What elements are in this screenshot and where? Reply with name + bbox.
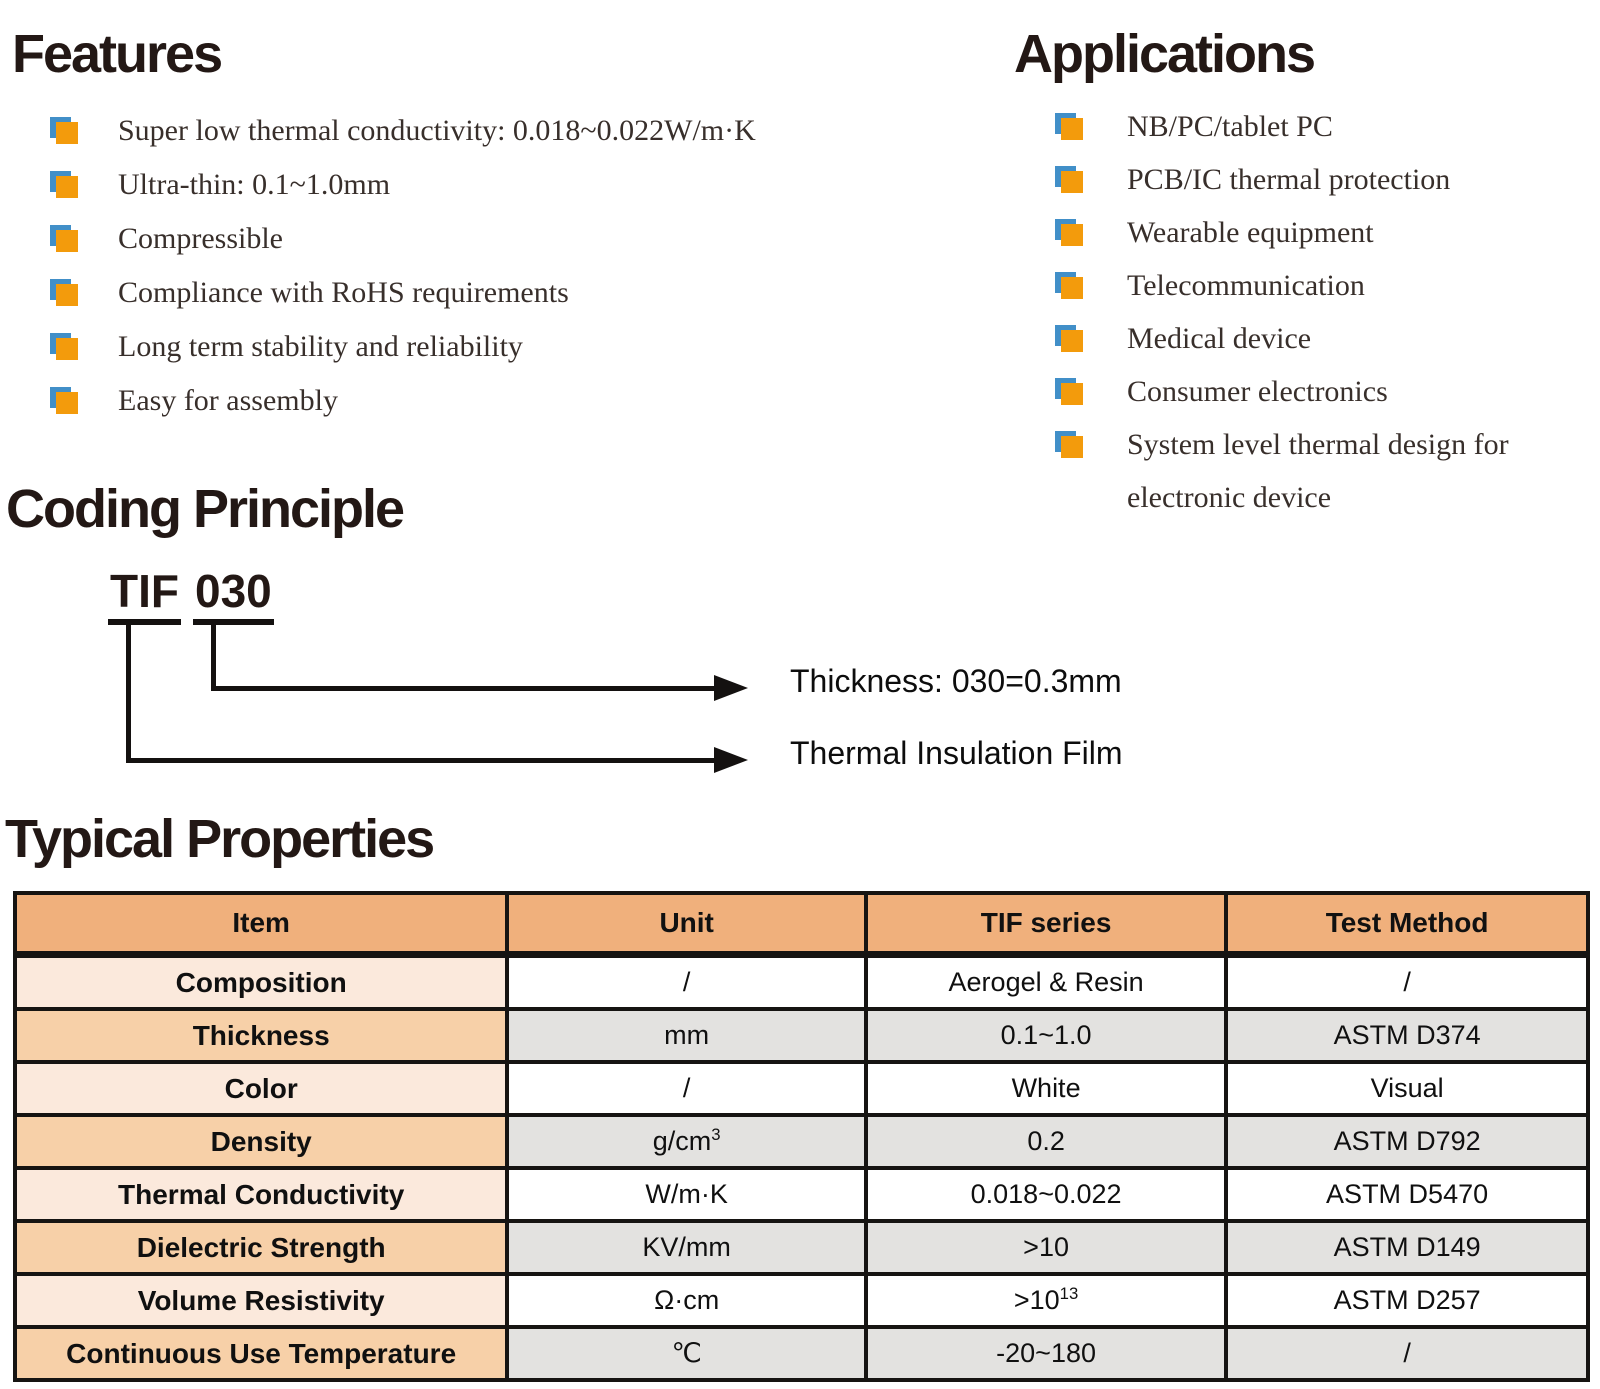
product-code xyxy=(108,567,274,625)
arrow-right-icon xyxy=(714,747,748,773)
property-name-cell: Continuous Use Temperature xyxy=(15,1327,507,1380)
property-value-cell: Visual xyxy=(1226,1062,1588,1115)
application-item xyxy=(1055,418,1572,524)
column-header: Test Method xyxy=(1226,893,1588,955)
typical-properties-title: Typical Properties xyxy=(5,809,434,869)
column-header: Unit xyxy=(507,893,866,955)
property-value-cell: Aerogel & Resin xyxy=(866,955,1226,1010)
property-value-cell: -20~180 xyxy=(866,1327,1226,1380)
feature-item xyxy=(50,158,756,212)
application-item xyxy=(1055,259,1572,312)
diagram-line-vertical-suffix xyxy=(211,625,216,691)
thickness-code-label: Thickness: 030=0.3mm xyxy=(790,663,1122,699)
property-value-cell: W/m·K xyxy=(507,1168,866,1221)
application-item xyxy=(1055,365,1572,418)
property-value-cell: ASTM D5470 xyxy=(1226,1168,1588,1221)
square-bullet-icon xyxy=(50,225,78,253)
property-value-cell: / xyxy=(1226,955,1588,1010)
property-name-cell: Dielectric Strength xyxy=(15,1221,507,1274)
application-item xyxy=(1055,100,1572,153)
property-value-cell: / xyxy=(507,1062,866,1115)
properties-table xyxy=(13,891,1590,1382)
table-row xyxy=(15,1221,1588,1274)
application-item-label: Medical device xyxy=(1127,322,1312,355)
code-suffix: 030 xyxy=(193,567,274,625)
property-value-cell: ℃ xyxy=(507,1327,866,1380)
application-item xyxy=(1055,206,1572,259)
square-bullet-icon xyxy=(50,117,78,145)
property-value-cell: 0.1~1.0 xyxy=(866,1009,1226,1062)
table-row xyxy=(15,1327,1588,1380)
square-bullet-icon xyxy=(50,387,78,415)
property-name-cell: Thermal Conductivity xyxy=(15,1168,507,1221)
square-bullet-icon xyxy=(1055,325,1083,353)
property-name-cell: Volume Resistivity xyxy=(15,1274,507,1327)
property-name-cell: Composition xyxy=(15,955,507,1010)
diagram-line-horizontal-film xyxy=(126,758,716,763)
property-value-cell: ASTM D257 xyxy=(1226,1274,1588,1327)
application-item-label: NB/PC/tablet PC xyxy=(1127,110,1333,143)
property-name-cell: Thickness xyxy=(15,1009,507,1062)
application-item-label: System level thermal design for electronic device xyxy=(1127,428,1509,514)
feature-item-label: Ultra-thin: 0.1~1.0mm xyxy=(118,168,391,201)
property-value-cell: White xyxy=(866,1062,1226,1115)
application-item-label: Wearable equipment xyxy=(1127,216,1374,249)
application-item-label: Telecommunication xyxy=(1127,269,1365,302)
square-bullet-icon xyxy=(1055,378,1083,406)
property-value-cell: / xyxy=(507,955,866,1010)
feature-item xyxy=(50,104,756,158)
applications-list xyxy=(1055,100,1572,524)
column-header: Item xyxy=(15,893,507,955)
feature-item xyxy=(50,374,756,428)
square-bullet-icon xyxy=(1055,431,1083,459)
property-value-cell: >10 xyxy=(866,1221,1226,1274)
square-bullet-icon xyxy=(50,333,78,361)
application-item-label: Consumer electronics xyxy=(1127,375,1388,408)
arrow-right-icon xyxy=(714,675,748,701)
code-prefix: TIF xyxy=(108,567,181,625)
feature-item-label: Long term stability and reliability xyxy=(118,330,523,363)
diagram-line-vertical-prefix xyxy=(126,625,131,762)
property-name-cell: Density xyxy=(15,1115,507,1168)
property-value-cell: $>10^{13}$ xyxy=(866,1274,1226,1327)
table-header-row xyxy=(15,893,1588,955)
column-header: TIF series xyxy=(866,893,1226,955)
property-value-cell: $g/cm^3$ xyxy=(507,1115,866,1168)
feature-item-label: Compliance with RoHS requirements xyxy=(118,276,569,309)
property-value-cell: 0.2 xyxy=(866,1115,1226,1168)
application-item xyxy=(1055,153,1572,206)
application-item-label: PCB/IC thermal protection xyxy=(1127,163,1451,196)
table-row xyxy=(15,1115,1588,1168)
feature-item xyxy=(50,212,756,266)
application-item xyxy=(1055,312,1572,365)
feature-item-label: Super low thermal conductivity: 0.018~0.022W/m·K xyxy=(118,114,756,147)
feature-item-label: Compressible xyxy=(118,222,283,255)
film-name-label: Thermal Insulation Film xyxy=(790,735,1123,771)
table-row xyxy=(15,1062,1588,1115)
square-bullet-icon xyxy=(1055,166,1083,194)
feature-item xyxy=(50,320,756,374)
property-value-cell: / xyxy=(1226,1327,1588,1380)
feature-item xyxy=(50,266,756,320)
table-row xyxy=(15,955,1588,1010)
applications-title: Applications xyxy=(1014,24,1315,84)
property-value-cell: mm xyxy=(507,1009,866,1062)
square-bullet-icon xyxy=(1055,113,1083,141)
table-row xyxy=(15,1168,1588,1221)
features-title: Features xyxy=(12,24,222,84)
square-bullet-icon xyxy=(1055,272,1083,300)
square-bullet-icon xyxy=(50,279,78,307)
coding-principle-title: Coding Principle xyxy=(6,479,404,539)
diagram-line-horizontal-thickness xyxy=(211,686,716,691)
property-value-cell: ASTM D374 xyxy=(1226,1009,1588,1062)
table-row xyxy=(15,1009,1588,1062)
features-list xyxy=(50,104,756,428)
property-value-cell: Ω·cm xyxy=(507,1274,866,1327)
property-value-cell: 0.018~0.022 xyxy=(866,1168,1226,1221)
square-bullet-icon xyxy=(1055,219,1083,247)
table-row xyxy=(15,1274,1588,1327)
property-value-cell: ASTM D149 xyxy=(1226,1221,1588,1274)
square-bullet-icon xyxy=(50,171,78,199)
property-value-cell: KV/mm xyxy=(507,1221,866,1274)
feature-item-label: Easy for assembly xyxy=(118,384,338,417)
property-name-cell: Color xyxy=(15,1062,507,1115)
property-value-cell: ASTM D792 xyxy=(1226,1115,1588,1168)
